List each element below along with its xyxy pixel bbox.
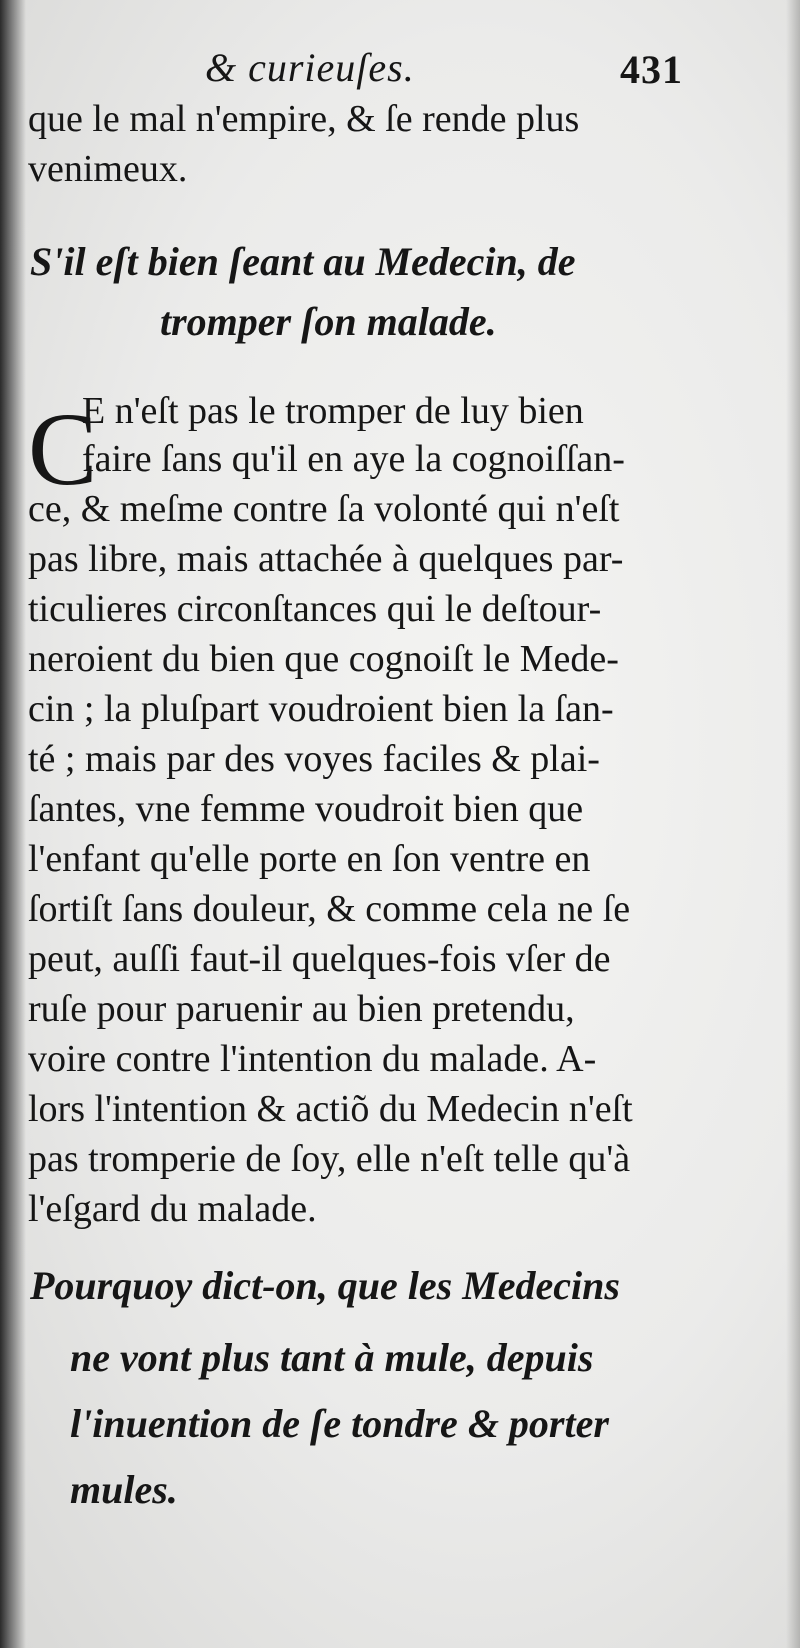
drop-cap: C <box>28 392 98 507</box>
body-line: lors l'intention & actiõ du Medecin n'eſt <box>28 1088 633 1130</box>
section-heading-line: tromper ſon malade. <box>160 299 497 344</box>
body-line: ſortiſt ſans douleur, & comme cela ne ſe <box>28 888 631 930</box>
body-line: peut, auſſi faut-il quelques-fois vſer de <box>28 938 611 980</box>
page-edge <box>786 0 800 1648</box>
section-heading-line: S'il eſt bien ſeant au Medecin, de <box>30 239 576 284</box>
page-number: 431 <box>620 47 683 92</box>
section-heading-line: Pourquoy dict-on, que les Medecins <box>30 1263 620 1308</box>
body-line: té ; mais par des voyes faciles & plai- <box>28 738 600 780</box>
body-line: ſantes, vne femme voudroit bien que <box>28 788 584 830</box>
body-line: E n'eſt pas le tromper de luy bien <box>82 390 584 432</box>
body-line: ruſe pour paruenir au bien pretendu, <box>28 988 575 1030</box>
body-line: ce, & meſme contre ſa volonté qui n'eſt <box>28 488 620 530</box>
body-line: faire ſans qu'il en aye la cognoiſſan- <box>82 438 625 480</box>
binding-shadow <box>0 0 26 1648</box>
text-line: que le mal n'empire, & ſe rende plus <box>28 98 580 140</box>
body-line: pas libre, mais attachée à quelques par- <box>28 538 624 580</box>
body-line: l'eſgard du malade. <box>28 1188 317 1230</box>
body-line: cin ; la pluſpart voudroient bien la ſan- <box>28 688 614 730</box>
body-line: ticulieres circonſtances qui le deſtour- <box>28 588 602 630</box>
section-heading-line: l'inuention de ſe tondre & porter <box>70 1401 609 1446</box>
body-line: pas tromperie de ſoy, elle n'eſt telle qu'à <box>28 1138 631 1180</box>
body-line: neroient du bien que cognoiſt le Mede- <box>28 638 619 680</box>
body-line: l'enfant qu'elle porte en ſon ventre en <box>28 838 591 880</box>
section-heading-line: ne vont plus tant à mule, depuis <box>70 1335 594 1380</box>
text-line: venimeux. <box>28 148 188 190</box>
section-heading-line: mules. <box>70 1467 178 1512</box>
body-line: voire contre l'intention du malade. A- <box>28 1038 597 1080</box>
running-title: & curieuſes. <box>205 45 415 90</box>
